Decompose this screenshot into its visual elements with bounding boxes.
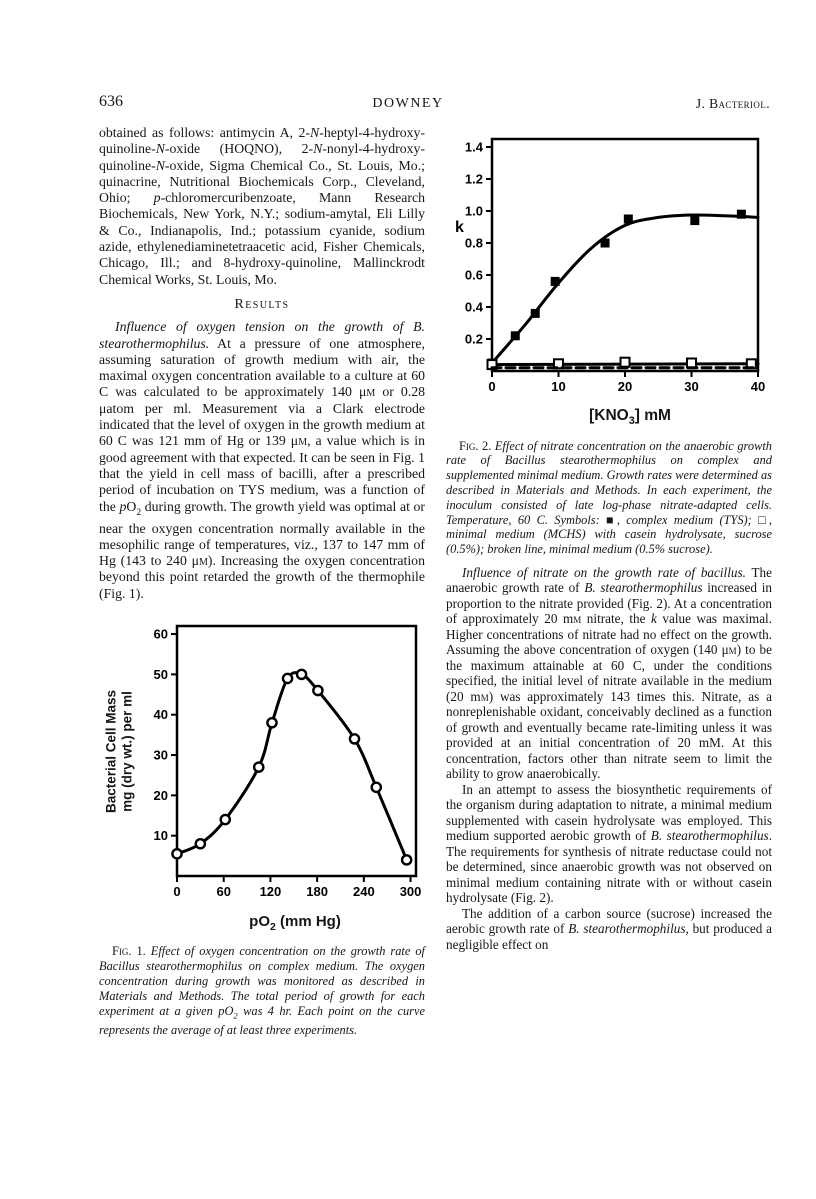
svg-text:300: 300 bbox=[399, 884, 422, 900]
fig1-y-axis-label-line2: mg (dry wt.) per ml bbox=[119, 691, 134, 812]
svg-text:1.0: 1.0 bbox=[464, 203, 483, 219]
svg-text:0.2: 0.2 bbox=[464, 331, 483, 347]
svg-text:180: 180 bbox=[306, 884, 328, 900]
figure-1 bbox=[99, 616, 425, 1038]
svg-text:k: k bbox=[455, 219, 464, 236]
fig1-x-axis-label: $pO_2$ (mm Hg) bbox=[249, 913, 341, 934]
paragraph-nitrate-influence: Influence of nitrate on the growth rate of bacillus. The anaerobic growth rate of B. stearothermophilus increased in proportion to the nitrate provided (Fig. 2). At a concentration of approximately 20 mm nitrate, the k value was maximal. Higher concentrations of nitrate had no effect on the growth. Assuming the above concentration of oxygen (140 μm) to be the maximum attainable at 60 C, under the conditions specified, the initial level of nitrate available in the medium (20 mm) was approximately 143 times this. Nitrate, as a nonreplenishable oxidant, conceivably declined as a function of growth and eventually became rate-limiting unless it was provided at an initial concentration of 20 mM. At this concentration, factors other than nitrate seem to limit the ability to grow anaerobically. bbox=[446, 564, 773, 782]
svg-text:60: 60 bbox=[216, 884, 231, 900]
svg-text:50: 50 bbox=[153, 666, 168, 682]
svg-text:60: 60 bbox=[153, 626, 168, 642]
svg-text:30: 30 bbox=[684, 379, 699, 394]
svg-text:30: 30 bbox=[153, 747, 168, 763]
svg-text:0.8: 0.8 bbox=[464, 235, 483, 251]
results-heading: Results bbox=[234, 296, 290, 312]
paragraph-oxygen-tension: Influence of oxygen tension on the growth of B. stearothermophilus. At a pressure of one atmosphere, assuming saturation of growth medium with air, the maximal oxygen concentration available to a culture at 60 C was calculated to be approximately 140 μm or 0.28 μatom per ml. Measurement via a Clark electrode indicated that the level of oxygen in the growth medium at 60 C was 121 mm of Hg or 139 μm, a value which is in good agreement with that expected. It can be seen in Fig. 1 that the yield in cell mass of bacilli, after a prescribed period of incubation on TYS medium, was a function of the $pO_2$ during growth. The growth yield was optimal at or near the oxygen concentration normally available in the mesophilic range of temperatures, viz., 137 to 147 mm of Hg (143 to 240 μm). Increasing the oxygen concentration beyond this point retarded the growth of the thermophile (Fig. 1). bbox=[99, 319, 425, 601]
paragraph-carbon-source: The addition of a carbon source (sucrose) increased the aerobic growth rate of B. stearothermophilus, but produced a negligible effect on bbox=[446, 905, 772, 952]
fig1-chart-area bbox=[99, 616, 425, 912]
svg-text:40: 40 bbox=[153, 707, 168, 723]
svg-text:0: 0 bbox=[488, 379, 496, 394]
svg-text:240: 240 bbox=[352, 884, 375, 900]
journal-name: J. Bacteriol. bbox=[695, 96, 770, 111]
svg-text:20: 20 bbox=[617, 379, 633, 394]
svg-text:1.2: 1.2 bbox=[464, 171, 483, 187]
svg-text:20: 20 bbox=[153, 787, 168, 803]
svg-text:40: 40 bbox=[750, 379, 766, 394]
svg-text:10: 10 bbox=[153, 828, 168, 844]
paragraph-biosynthetic-requirements: In an attempt to assess the biosynthetic requirements of the organism during adaptation to nitrate, a minimal medium supplemented with casein hydrolysate was employed. This medium supported aerobic growth of B. stearothermophilus. The requirements for synthesis of nitrate reductase could not be determined, since anaerobic growth was not observed on minimal medium containing nitrate with or without casein hydrolysate (Fig. 2). bbox=[446, 781, 772, 906]
fig1-y-axis-label bbox=[104, 627, 135, 877]
svg-text:0.4: 0.4 bbox=[464, 299, 483, 315]
fig2-caption: Fig. 2. Effect of nitrate concentration on the anaerobic growth rate of Bacillus stearothermophilus on complex and supplemented minimal medium. Growth rates were determined as described in Materials and Methods. In each experiment, the inoculum consisted of late log-phase nitrate-adapted cells. Temperature, 60 C. Symbols: ■, complex medium (TYS); □, minimal medium (MCHS) with casein hydrolysate, sucrose (0.5%); broken line, minimal medium (0.5% sucrose). bbox=[446, 438, 773, 557]
fig1-y-axis-label-line1: Bacterial Cell Mass bbox=[103, 690, 119, 814]
svg-text:1.4: 1.4 bbox=[464, 139, 483, 155]
page-number: 636 bbox=[99, 93, 123, 110]
svg-text:120: 120 bbox=[259, 884, 282, 900]
fig2-x-axis-label: $[KNO_3]$ mM bbox=[589, 407, 671, 428]
left-column bbox=[99, 125, 425, 1038]
svg-text:0: 0 bbox=[173, 884, 181, 900]
fig2-line-chart bbox=[446, 125, 770, 407]
fig1-line-chart bbox=[139, 616, 424, 912]
figure-2 bbox=[446, 125, 772, 557]
paragraph-materials: obtained as follows: antimycin A, 2-N-heptyl-4-hydroxy-quinoline-N-oxide (HOQNO), 2-N-nonyl-4-hydroxy-quinoline-N-oxide, Sigma Chemical Co., St. Louis, Mo.; quinacrine, Nutritional Biochemicals Corp., Cleveland, Ohio; p-chloromercuribenzoate, Mann Research Biochemicals, New York, N.Y.; sodium-amytal, Eli Lilly & Co., Indianapolis, Ind.; potassium cyanide, sodium azide, ethylenediaminetetraacetic acid, Fisher Chemicals, Chicago, Ill.; and 8-hydroxy-quinoline, Mallinckrodt Chemical Works, St. Louis, Mo. bbox=[99, 125, 425, 287]
running-title: DOWNEY bbox=[372, 96, 444, 111]
svg-text:10: 10 bbox=[551, 379, 566, 394]
fig1-caption: Fig. 1. Effect of oxygen concentration on the growth rate of Bacillus stearothermophilus on complex medium. The oxygen concentration during growth was monitored as described in Materials and Methods. The total period of growth for each experiment at a given $pO_2$ was 4 hr. Each point on the curve represents the average of at least three experiments. bbox=[99, 944, 425, 1037]
right-column bbox=[446, 125, 772, 952]
svg-text:0.6: 0.6 bbox=[464, 267, 483, 283]
